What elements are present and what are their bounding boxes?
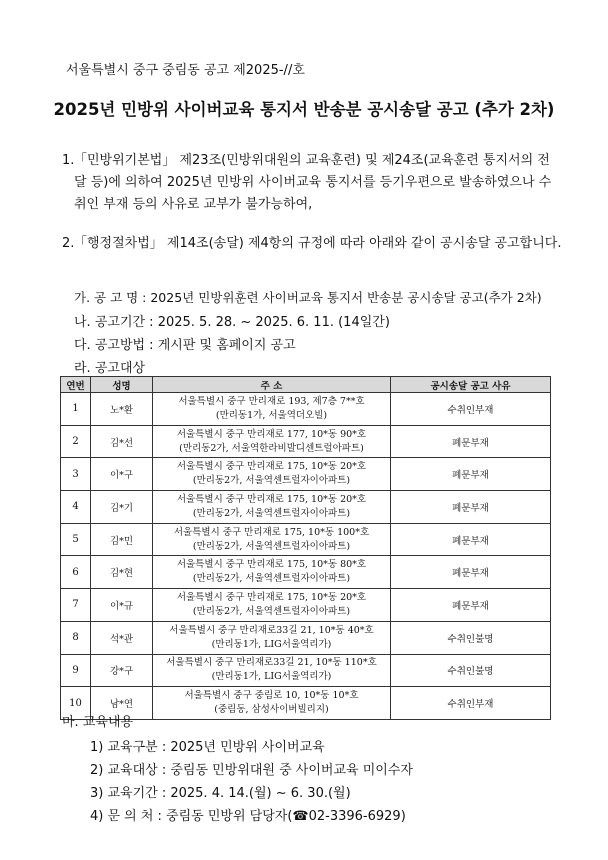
row-number: 6 bbox=[61, 556, 91, 589]
paragraph-text: 「민방위기본법」 제23조(민방위대원의 교육훈련) 및 제24조(교육훈련 통지서의 전달 등)에 의하여 2025년 민방위 사이버교육 통지서를 등기우편으로 발송하였으나 수취인 부재 등의 사유로 교부가 불가능하여, bbox=[74, 153, 552, 212]
row-name: 김*선 bbox=[91, 425, 153, 458]
paragraph-2 bbox=[62, 233, 562, 255]
address-line: 서울특별시 중구 만리재로33길 21, 10*동 110*호 bbox=[166, 657, 377, 669]
table-row bbox=[61, 556, 551, 589]
address-line: 서울특별시 중구 중림로 10, 10*동 10*호 bbox=[184, 690, 359, 702]
row-name: 이*규 bbox=[91, 589, 153, 622]
row-reason: 폐문부재 bbox=[391, 556, 551, 589]
address-detail: (만리동2가, 서울역센트럴자이아파트) bbox=[192, 540, 351, 552]
address-line: 서울특별시 중구 만리재로 175, 10*동 100*호 bbox=[173, 526, 370, 538]
address-detail: (중림동, 삼성사이버빌리지) bbox=[214, 704, 329, 716]
row-number: 2 bbox=[61, 425, 91, 458]
table-row bbox=[61, 523, 551, 556]
notice-period-item: 나. 공고기간 : 2025. 5. 28. ~ 2025. 6. 11. (14일간) bbox=[74, 315, 390, 330]
education-target: 2) 교육대상 : 중림동 민방위대원 중 사이버교육 미이수자 bbox=[90, 763, 413, 778]
row-name: 김*현 bbox=[91, 556, 153, 589]
address-line: 서울특별시 중구 만리재로 175, 10*동 80*호 bbox=[176, 559, 367, 571]
header-reason: 공시송달 공고 사유 bbox=[391, 377, 551, 393]
address-line: 서울특별시 중구 만리재로 175, 10*동 20*호 bbox=[176, 461, 367, 473]
address-line: 서울특별시 중구 만리재로33길 21, 10*동 40*호 bbox=[169, 624, 374, 636]
address-detail: (만리동2가, 서울역센트럴자이아파트) bbox=[192, 605, 351, 617]
row-reason: 수취인부재 bbox=[391, 687, 551, 720]
row-address bbox=[153, 687, 391, 720]
row-address bbox=[153, 458, 391, 491]
paragraph-number: 2. bbox=[62, 236, 75, 251]
row-number: 1 bbox=[61, 393, 91, 426]
row-address bbox=[153, 523, 391, 556]
address-detail: (만리동2가, 서울역센트럴자이아파트) bbox=[192, 507, 351, 519]
address-detail: (만리동2가, 서울역센트럴자이아파트) bbox=[192, 573, 351, 585]
paragraph-1 bbox=[62, 150, 562, 216]
row-reason: 폐문부재 bbox=[391, 589, 551, 622]
row-reason: 폐문부재 bbox=[391, 425, 551, 458]
row-number: 5 bbox=[61, 523, 91, 556]
address-line: 서울특별시 중구 만리재로 177, 10*동 90*호 bbox=[176, 428, 367, 440]
header-number: 연번 bbox=[61, 377, 91, 393]
row-number: 4 bbox=[61, 491, 91, 524]
row-number: 3 bbox=[61, 458, 91, 491]
row-address bbox=[153, 556, 391, 589]
row-address bbox=[153, 621, 391, 654]
table-header-row bbox=[61, 377, 551, 393]
row-number: 10 bbox=[61, 687, 91, 720]
row-name: 석*관 bbox=[91, 621, 153, 654]
table-row bbox=[61, 621, 551, 654]
address-detail: (만리동2가, 서울역센트럴자이아파트) bbox=[192, 475, 351, 487]
table-row bbox=[61, 425, 551, 458]
row-number: 8 bbox=[61, 621, 91, 654]
table-row bbox=[61, 393, 551, 426]
row-name: 김*민 bbox=[91, 523, 153, 556]
row-reason: 폐문부재 bbox=[391, 491, 551, 524]
row-address bbox=[153, 589, 391, 622]
row-name: 강*구 bbox=[91, 654, 153, 687]
notice-method-item: 다. 공고방법 : 게시판 및 홈페이지 공고 bbox=[74, 338, 296, 353]
paragraph-number: 1. bbox=[62, 153, 75, 168]
header-name: 성명 bbox=[91, 377, 153, 393]
target-table bbox=[60, 376, 551, 720]
notice-number: 서울특별시 중구 중림동 공고 제2025-//호 bbox=[66, 63, 305, 78]
notice-target-item: 라. 공고대상 bbox=[74, 361, 146, 376]
table-row bbox=[61, 589, 551, 622]
document-title: 2025년 민방위 사이버교육 통지서 반송분 공시송달 공고 (추가 2차) bbox=[53, 100, 555, 119]
address-line: 서울특별시 중구 만리재로 175, 10*동 20*호 bbox=[176, 493, 367, 505]
row-address bbox=[153, 654, 391, 687]
row-address bbox=[153, 393, 391, 426]
row-reason: 수취인불명 bbox=[391, 654, 551, 687]
table-row bbox=[61, 458, 551, 491]
address-line: 서울특별시 중구 만리재로 175, 10*동 20*호 bbox=[176, 591, 367, 603]
row-name: 이*구 bbox=[91, 458, 153, 491]
education-period: 3) 교육기간 : 2025. 4. 14.(월) ~ 6. 30.(월) bbox=[90, 786, 351, 801]
row-reason: 수취인불명 bbox=[391, 621, 551, 654]
notice-name-item: 가. 공 고 명 : 2025년 민방위훈련 사이버교육 통지서 반송분 공시송달 공고(추가 2차) bbox=[74, 290, 542, 305]
address-detail: (만리동2가, 서울역한라비발디센트럴아파트) bbox=[179, 442, 364, 454]
row-name: 남*연 bbox=[91, 687, 153, 720]
education-heading: 마. 교육내용 bbox=[62, 715, 134, 730]
address-detail: (만리동1가, LIG서울역리가) bbox=[211, 671, 332, 683]
row-number: 7 bbox=[61, 589, 91, 622]
education-contact: 4) 문 의 처 : 중림동 민방위 담당자(☎02-3396-6929) bbox=[90, 809, 406, 824]
row-name: 노*환 bbox=[91, 393, 153, 426]
row-number: 9 bbox=[61, 654, 91, 687]
paragraph-text: 「행정절차법」 제14조(송달) 제4항의 규정에 따라 아래와 같이 공시송달 공고합니다. bbox=[74, 236, 562, 251]
table-row bbox=[61, 491, 551, 524]
table-row bbox=[61, 654, 551, 687]
address-detail: (만리동1가, 서울역더오빌) bbox=[215, 409, 328, 421]
row-reason: 폐문부재 bbox=[391, 523, 551, 556]
row-reason: 수취인부재 bbox=[391, 393, 551, 426]
table-row bbox=[61, 687, 551, 720]
row-address bbox=[153, 425, 391, 458]
header-address: 주 소 bbox=[153, 377, 391, 393]
address-line: 서울특별시 중구 만리재로 193, 제7층 7**호 bbox=[178, 395, 365, 407]
row-address bbox=[153, 491, 391, 524]
row-name: 김*기 bbox=[91, 491, 153, 524]
row-reason: 폐문부재 bbox=[391, 458, 551, 491]
address-detail: (만리동1가, LIG서울역리가) bbox=[211, 638, 332, 650]
education-category: 1) 교육구분 : 2025년 민방위 사이버교육 bbox=[90, 740, 325, 755]
